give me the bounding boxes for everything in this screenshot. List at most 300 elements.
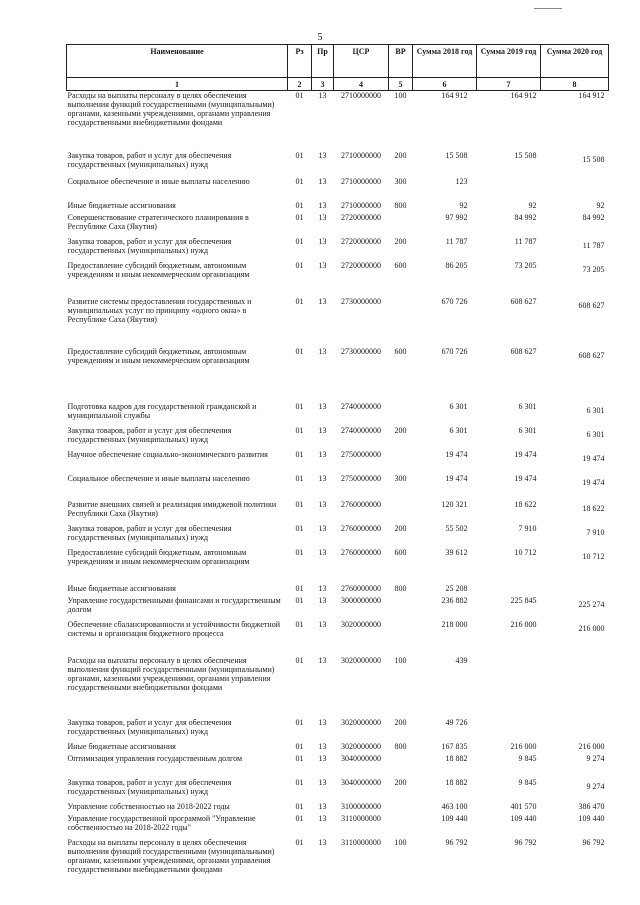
table-row	[67, 201, 609, 213]
row-rz-text: 01	[295, 837, 304, 847]
row-sum-2020-text: 225 274	[578, 599, 605, 609]
header-sum-2020: Сумма 2020 год	[541, 45, 609, 78]
row-sum-2019	[477, 261, 541, 297]
row-sum-2018	[413, 838, 477, 888]
row-vr-text: 200	[394, 236, 407, 246]
row-sum-2019-text: 401 570	[510, 801, 537, 811]
row-sum-2020-text: 11 787	[582, 240, 605, 250]
row-rz-text: 01	[295, 741, 304, 751]
row-pr	[312, 656, 334, 718]
row-name-text: Развитие внешних связей и реализация имиджевой политики Республики Саха (Якутия)	[67, 499, 277, 518]
row-pr	[312, 778, 334, 802]
row-csr	[334, 620, 389, 656]
row-rz-text: 01	[295, 401, 304, 411]
row-csr	[334, 177, 389, 201]
row-pr-text: 13	[318, 212, 327, 222]
column-number: 5	[389, 78, 413, 91]
row-rz	[288, 237, 312, 261]
row-sum-2020	[541, 500, 609, 524]
row-pr	[312, 261, 334, 297]
row-rz	[288, 596, 312, 620]
row-sum-2020-text: 608 627	[578, 300, 605, 310]
row-rz	[288, 426, 312, 450]
row-vr-text: 100	[394, 837, 407, 847]
row-csr-text: 2710000000	[341, 200, 381, 210]
row-sum-2019-text: 608 627	[510, 346, 537, 356]
row-rz	[288, 91, 312, 151]
row-sum-2020-text: 10 712	[582, 551, 605, 561]
row-sum-2018	[413, 426, 477, 450]
row-sum-2020	[541, 213, 609, 237]
row-sum-2019-text: 9 845	[518, 753, 537, 763]
row-sum-2018	[413, 297, 477, 347]
row-csr	[334, 754, 389, 778]
row-name	[67, 802, 288, 814]
row-sum-2019-text: 7 910	[518, 523, 537, 533]
row-csr-text: 2760000000	[341, 583, 381, 593]
row-rz	[288, 754, 312, 778]
row-pr	[312, 718, 334, 742]
row-sum-2020	[541, 742, 609, 754]
row-name	[67, 742, 288, 754]
row-rz	[288, 450, 312, 474]
row-csr-text: 2760000000	[341, 547, 381, 557]
row-name	[67, 261, 288, 297]
header-pr: Пр	[312, 45, 334, 78]
row-csr	[334, 548, 389, 584]
table-row	[67, 213, 609, 237]
row-rz-text: 01	[295, 473, 304, 483]
row-vr-text: 200	[394, 150, 407, 160]
row-csr	[334, 500, 389, 524]
row-vr-text: 200	[394, 425, 407, 435]
row-rz-text: 01	[295, 813, 304, 823]
row-name	[67, 584, 288, 596]
row-sum-2018-text: 463 100	[441, 801, 468, 811]
row-csr	[334, 596, 389, 620]
table-row	[67, 151, 609, 177]
row-sum-2020-text: 9 274	[586, 753, 605, 763]
row-name-text: Управление государственной программой "Управление собственностью на 2018-2022 годы"	[67, 813, 256, 832]
row-sum-2018	[413, 474, 477, 500]
row-sum-2020	[541, 548, 609, 584]
row-name-text: Развитие системы предоставления государственных и муниципальных услуг по принципу «одного окна» в Республике Саха (Якутия)	[67, 296, 252, 324]
row-pr-text: 13	[318, 176, 327, 186]
table-row	[67, 814, 609, 838]
row-rz	[288, 718, 312, 742]
row-name	[67, 656, 288, 718]
row-vr-text: 200	[394, 523, 407, 533]
row-name-text: Научное обеспечение социально-экономического развития	[67, 449, 268, 459]
table-row	[67, 426, 609, 450]
row-sum-2020-text: 109 440	[578, 813, 605, 823]
row-name-text: Социальное обеспечение и иные выплаты населению	[67, 176, 250, 186]
row-name-text: Расходы на выплаты персоналу в целях обеспечения выполнения функций государственными (муниципальными) органами, казенными учреждениями, органами управления государственными внебюджетными фондами	[67, 655, 275, 692]
row-pr	[312, 754, 334, 778]
table-row	[67, 718, 609, 742]
row-sum-2020	[541, 838, 609, 888]
row-vr	[389, 474, 413, 500]
table-row	[67, 838, 609, 888]
row-sum-2020-text: 96 792	[582, 837, 605, 847]
budget-table	[66, 44, 609, 888]
row-csr-text: 2730000000	[341, 346, 381, 356]
column-number: 3	[312, 78, 334, 91]
row-pr	[312, 450, 334, 474]
row-sum-2018-text: 236 882	[441, 595, 468, 605]
row-sum-2018	[413, 402, 477, 426]
row-csr	[334, 151, 389, 177]
row-csr-text: 3110000000	[341, 813, 381, 823]
row-name-text: Закупка товаров, работ и услуг для обеспечения государственных (муниципальных) нужд	[67, 523, 232, 542]
row-pr-text: 13	[318, 583, 327, 593]
row-sum-2018-text: 218 000	[441, 619, 468, 629]
row-sum-2019	[477, 656, 541, 718]
row-pr	[312, 548, 334, 584]
row-sum-2020	[541, 347, 609, 402]
row-rz	[288, 742, 312, 754]
row-rz	[288, 524, 312, 548]
row-sum-2018	[413, 778, 477, 802]
row-name	[67, 754, 288, 778]
row-name-text: Расходы на выплаты персоналу в целях обеспечения выполнения функций государственными (муниципальными) органами, казенными учреждениями, органами управления государственными внебюджетными фондами	[67, 837, 275, 874]
row-csr-text: 2740000000	[341, 401, 381, 411]
row-vr	[389, 778, 413, 802]
header-row	[67, 45, 609, 78]
row-sum-2020-text: 19 474	[582, 477, 605, 487]
row-name-text: Закупка товаров, работ и услуг для обеспечения государственных (муниципальных) нужд	[67, 150, 232, 169]
row-vr	[389, 151, 413, 177]
row-sum-2019-text: 11 787	[514, 236, 537, 246]
row-sum-2018	[413, 584, 477, 596]
row-sum-2018	[413, 201, 477, 213]
row-pr-text: 13	[318, 150, 327, 160]
row-sum-2019-text: 92	[528, 200, 537, 210]
row-sum-2020	[541, 91, 609, 151]
row-sum-2019	[477, 596, 541, 620]
row-pr-text: 13	[318, 595, 327, 605]
row-vr	[389, 596, 413, 620]
row-sum-2018-text: 670 726	[441, 296, 468, 306]
row-pr	[312, 584, 334, 596]
row-rz-text: 01	[295, 449, 304, 459]
row-csr-text: 3040000000	[341, 777, 381, 787]
row-rz	[288, 620, 312, 656]
row-pr	[312, 838, 334, 888]
row-name-text: Управление государственными финансами и государственным долгом	[67, 595, 281, 614]
row-name-text: Иные бюджетные ассигнования	[67, 200, 176, 210]
row-sum-2019	[477, 213, 541, 237]
row-vr	[389, 620, 413, 656]
row-sum-2020-text: 19 474	[582, 453, 605, 463]
row-sum-2019	[477, 177, 541, 201]
row-rz	[288, 814, 312, 838]
row-sum-2020	[541, 177, 609, 201]
row-pr-text: 13	[318, 837, 327, 847]
row-sum-2018	[413, 347, 477, 402]
column-number: 6	[413, 78, 477, 91]
row-sum-2019-text: 73 205	[514, 260, 537, 270]
row-sum-2020	[541, 450, 609, 474]
row-sum-2018	[413, 814, 477, 838]
row-pr	[312, 596, 334, 620]
row-sum-2018	[413, 213, 477, 237]
header-csr: ЦСР	[334, 45, 389, 78]
row-rz-text: 01	[295, 260, 304, 270]
row-vr	[389, 718, 413, 742]
row-name-text: Предоставление субсидий бюджетным, автономным учреждениям и иным некоммерческим организациям	[67, 260, 250, 279]
row-pr	[312, 237, 334, 261]
row-sum-2019	[477, 297, 541, 347]
row-sum-2018-text: 670 726	[441, 346, 468, 356]
row-rz	[288, 297, 312, 347]
row-sum-2018	[413, 548, 477, 584]
row-name	[67, 347, 288, 402]
row-name	[67, 620, 288, 656]
row-csr-text: 3000000000	[341, 595, 381, 605]
row-pr	[312, 500, 334, 524]
row-pr-text: 13	[318, 547, 327, 557]
row-rz	[288, 778, 312, 802]
table-row	[67, 500, 609, 524]
header-vr: ВР	[389, 45, 413, 78]
row-name	[67, 151, 288, 177]
row-name	[67, 596, 288, 620]
row-csr-text: 2710000000	[341, 176, 381, 186]
table-row	[67, 237, 609, 261]
row-vr-text: 300	[394, 473, 407, 483]
row-rz	[288, 151, 312, 177]
row-sum-2019-text: 19 474	[514, 473, 537, 483]
row-csr	[334, 584, 389, 596]
row-sum-2020-text: 216 000	[578, 741, 605, 751]
row-sum-2018	[413, 261, 477, 297]
table-row	[67, 620, 609, 656]
row-sum-2018-text: 439	[455, 655, 468, 665]
row-sum-2020	[541, 237, 609, 261]
row-csr-text: 2750000000	[341, 449, 381, 459]
row-csr	[334, 742, 389, 754]
row-sum-2019-text: 216 000	[510, 619, 537, 629]
row-sum-2018	[413, 718, 477, 742]
row-sum-2019	[477, 201, 541, 213]
row-name-text: Закупка товаров, работ и услуг для обеспечения государственных (муниципальных) нужд	[67, 236, 232, 255]
row-sum-2019-text: 19 474	[514, 449, 537, 459]
row-name-text: Закупка товаров, работ и услуг для обеспечения государственных (муниципальных) нужд	[67, 425, 232, 444]
row-rz-text: 01	[295, 547, 304, 557]
row-rz	[288, 402, 312, 426]
row-sum-2019-text: 6 301	[518, 425, 537, 435]
row-name	[67, 426, 288, 450]
row-sum-2020-text: 15 508	[582, 154, 605, 164]
row-pr	[312, 177, 334, 201]
row-csr	[334, 718, 389, 742]
row-sum-2019	[477, 474, 541, 500]
row-sum-2020	[541, 802, 609, 814]
row-sum-2019-text: 84 992	[514, 212, 537, 222]
table-row	[67, 524, 609, 548]
row-name	[67, 177, 288, 201]
row-csr	[334, 524, 389, 548]
row-sum-2018	[413, 802, 477, 814]
row-pr	[312, 474, 334, 500]
row-sum-2018	[413, 596, 477, 620]
row-vr-text: 800	[394, 741, 407, 751]
row-pr-text: 13	[318, 523, 327, 533]
row-vr-text: 800	[394, 583, 407, 593]
row-vr-text: 200	[394, 717, 407, 727]
row-csr	[334, 402, 389, 426]
row-rz-text: 01	[295, 200, 304, 210]
row-rz-text: 01	[295, 717, 304, 727]
row-sum-2018	[413, 620, 477, 656]
row-sum-2018-text: 18 882	[445, 753, 468, 763]
row-pr	[312, 402, 334, 426]
page-number: 5	[317, 32, 323, 43]
row-rz	[288, 213, 312, 237]
row-sum-2019	[477, 718, 541, 742]
row-name	[67, 838, 288, 888]
row-name	[67, 524, 288, 548]
row-sum-2019	[477, 548, 541, 584]
row-sum-2019-text: 9 845	[518, 777, 537, 787]
row-sum-2019-text: 216 000	[510, 741, 537, 751]
row-rz	[288, 838, 312, 888]
row-pr	[312, 213, 334, 237]
row-sum-2019	[477, 151, 541, 177]
row-name-text: Расходы на выплаты персоналу в целях обеспечения выполнения функций государственными (муниципальными) органами, казенными учреждениями, органами управления государственными внебюджетными фондами	[67, 91, 275, 127]
row-name-text: Подготовка кадров для государственной гражданской и муниципальной службы	[67, 401, 257, 420]
row-csr-text: 2710000000	[341, 91, 381, 100]
row-rz-text: 01	[295, 777, 304, 787]
row-vr-text: 200	[394, 777, 407, 787]
row-vr-text: 800	[394, 200, 407, 210]
row-vr	[389, 297, 413, 347]
row-vr	[389, 91, 413, 151]
row-rz-text: 01	[295, 346, 304, 356]
row-rz	[288, 474, 312, 500]
row-csr	[334, 778, 389, 802]
row-name-text: Иные бюджетные ассигнования	[67, 741, 176, 751]
row-sum-2018-text: 167 835	[441, 741, 468, 751]
header-name: Наименование	[67, 45, 288, 78]
row-rz-text: 01	[295, 655, 304, 665]
row-csr-text: 2710000000	[341, 150, 381, 160]
row-pr-text: 13	[318, 401, 327, 411]
row-pr-text: 13	[318, 236, 327, 246]
row-pr-text: 13	[318, 499, 327, 509]
row-sum-2018-text: 19 474	[445, 449, 468, 459]
table-row	[67, 261, 609, 297]
row-name	[67, 450, 288, 474]
row-sum-2018-text: 49 726	[445, 717, 468, 727]
row-sum-2020-text: 9 274	[586, 781, 605, 791]
row-sum-2018-text: 164 912	[441, 91, 468, 100]
row-rz-text: 01	[295, 753, 304, 763]
row-vr	[389, 201, 413, 213]
row-pr-text: 13	[318, 777, 327, 787]
row-pr	[312, 151, 334, 177]
row-csr-text: 2730000000	[341, 296, 381, 306]
row-csr	[334, 802, 389, 814]
row-name	[67, 814, 288, 838]
row-sum-2020-text: 18 622	[582, 503, 605, 513]
row-sum-2018	[413, 524, 477, 548]
row-sum-2020	[541, 656, 609, 718]
row-csr-text: 2750000000	[341, 473, 381, 483]
column-number: 1	[67, 78, 288, 91]
row-sum-2019	[477, 500, 541, 524]
row-vr	[389, 177, 413, 201]
row-name-text: Предоставление субсидий бюджетным, автономным учреждениям и иным некоммерческим организациям	[67, 547, 250, 566]
table-row	[67, 347, 609, 402]
row-sum-2020-text: 164 912	[578, 91, 605, 100]
row-sum-2020-text: 216 000	[578, 623, 605, 633]
row-pr-text: 13	[318, 741, 327, 751]
row-rz-text: 01	[295, 236, 304, 246]
table-row	[67, 177, 609, 201]
row-csr-text: 3020000000	[341, 741, 381, 751]
row-csr	[334, 474, 389, 500]
row-sum-2018-text: 25 208	[445, 583, 468, 593]
table-row	[67, 402, 609, 426]
row-vr	[389, 548, 413, 584]
row-sum-2019	[477, 402, 541, 426]
row-name	[67, 237, 288, 261]
table-row	[67, 548, 609, 584]
row-name	[67, 201, 288, 213]
row-csr-text: 3020000000	[341, 619, 381, 629]
row-csr-text: 3020000000	[341, 717, 381, 727]
row-pr	[312, 426, 334, 450]
row-csr	[334, 656, 389, 718]
row-rz	[288, 201, 312, 213]
row-name	[67, 91, 288, 151]
row-vr	[389, 402, 413, 426]
row-sum-2020	[541, 297, 609, 347]
row-csr	[334, 261, 389, 297]
row-csr-text: 2720000000	[341, 236, 381, 246]
row-name-text: Предоставление субсидий бюджетным, автономным учреждениям и иным некоммерческим организациям	[67, 346, 250, 365]
row-sum-2019	[477, 838, 541, 888]
row-sum-2020	[541, 584, 609, 596]
row-csr-text: 2720000000	[341, 260, 381, 270]
column-number: 8	[541, 78, 609, 91]
row-name	[67, 500, 288, 524]
table-row	[67, 91, 609, 151]
table-row	[67, 450, 609, 474]
row-csr	[334, 91, 389, 151]
row-name	[67, 778, 288, 802]
row-sum-2020	[541, 596, 609, 620]
row-pr-text: 13	[318, 346, 327, 356]
header-sum-2018: Сумма 2018 год	[413, 45, 477, 78]
row-sum-2018-text: 92	[459, 200, 468, 210]
row-sum-2020	[541, 201, 609, 213]
row-sum-2018-text: 18 882	[445, 777, 468, 787]
row-vr	[389, 237, 413, 261]
row-sum-2020-text: 386 470	[578, 801, 605, 811]
row-sum-2020	[541, 754, 609, 778]
row-csr	[334, 237, 389, 261]
row-sum-2018	[413, 450, 477, 474]
column-number: 7	[477, 78, 541, 91]
header-rz: Рз	[288, 45, 312, 78]
row-rz	[288, 548, 312, 584]
row-sum-2020-text: 608 627	[578, 350, 605, 360]
row-vr	[389, 754, 413, 778]
row-vr	[389, 500, 413, 524]
